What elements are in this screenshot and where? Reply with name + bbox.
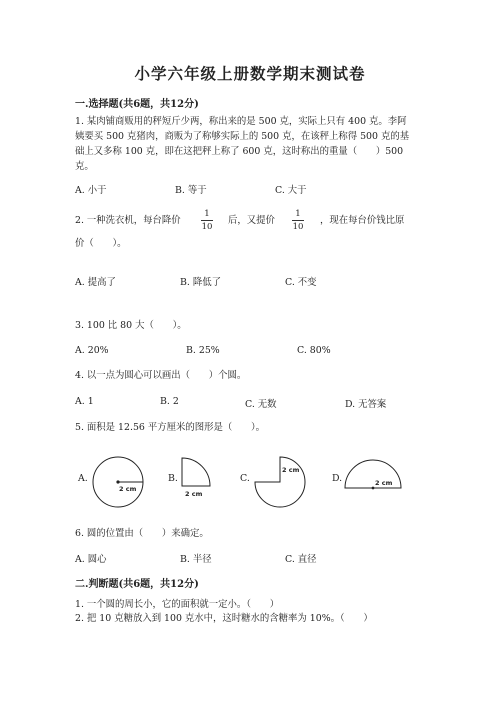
q3-option-b: B. 25% <box>186 345 220 356</box>
section-heading-judgment: 二.判断题(共6题，共12分) <box>75 579 199 590</box>
figure-a-circle <box>90 454 146 510</box>
q4-option-c: C. 无数 <box>245 399 277 410</box>
fraction-bar <box>292 220 304 221</box>
q1-option-c: C. 大于 <box>275 185 307 196</box>
q3-option-a: A. 20% <box>75 345 109 356</box>
page-title: 小学六年级上册数学期末测试卷 <box>134 64 366 83</box>
q4-option-d: D. 无答案 <box>345 399 387 410</box>
q5-text: 5. 面积是 12.56 平方厘米的图形是（ ）。 <box>75 422 266 433</box>
q1-line-4: 克。 <box>75 161 94 172</box>
section-heading-choice: 一.选择题(共6题，共12分) <box>75 99 199 110</box>
figure-b-measure: 2 cm <box>185 490 203 498</box>
q1-line-2: 姨要买 500 克猪肉，商贩为了称够实际上的 500 克，在该秤上称得 500 克的基 <box>75 131 410 142</box>
q6-option-a: A. 圆心 <box>75 554 107 565</box>
q2-option-c: C. 不变 <box>285 277 317 288</box>
figure-a-letter: A. <box>78 473 88 484</box>
q2-fraction-2 <box>291 209 305 232</box>
q3-option-c: C. 80% <box>297 345 331 356</box>
q2-option-b: B. 降低了 <box>180 277 221 288</box>
q2-text-part-1: 2. 一种洗衣机，每台降价 <box>75 215 181 226</box>
q1-option-b: B. 等于 <box>175 185 207 196</box>
figure-d-measure: 2 cm <box>375 479 393 487</box>
q6-option-b: B. 半径 <box>180 554 212 565</box>
q6-option-c: C. 直径 <box>285 554 317 565</box>
fraction-denominator: 10 <box>201 222 213 232</box>
figure-a-measure: 2 cm <box>119 485 137 493</box>
q4-option-a: A. 1 <box>75 396 94 407</box>
judgment-1-text: 1. 一个圆的周长小，它的面积就一定小。（ ） <box>75 599 280 610</box>
q1-option-a: A. 小于 <box>75 185 107 196</box>
q3-text: 3. 100 比 80 大（ ）。 <box>75 320 187 331</box>
q1-line-3: 础上又多称 100 克，即在这把秤上称了 600 克，这时称出的重量（ ）500 <box>75 146 404 157</box>
figure-c-letter: C. <box>240 473 250 484</box>
q2-fraction-1 <box>200 209 214 232</box>
q4-text: 4. 以一点为圆心可以画出（ ）个圆。 <box>75 370 247 381</box>
fraction-bar <box>201 220 213 221</box>
q6-text: 6. 圆的位置由（ ）来确定。 <box>75 528 209 539</box>
figure-b-quarter-circle <box>178 456 220 500</box>
judgment-2-text: 2. 把 10 克糖放入到 100 克水中，这时糖水的含糖率为 10%。（ ） <box>75 613 373 624</box>
q4-option-b: B. 2 <box>160 396 179 407</box>
figure-d-semicircle <box>342 456 404 492</box>
fraction-denominator: 10 <box>292 222 304 232</box>
q1-line-1: 1. 某肉铺商贩用的秤短斤少两，称出来的是 500 克，实际上只有 400 克。李阿 <box>75 116 407 127</box>
figure-c-measure: 2 cm <box>282 466 300 474</box>
q2-text-part-3: ，现在每台价钱比原 <box>320 215 405 226</box>
figure-c-three-quarter-circle <box>252 454 308 510</box>
fraction-numerator: 1 <box>295 209 301 219</box>
q2-text-part-2: 后，又提价 <box>228 215 275 226</box>
figure-b-letter: B. <box>168 473 178 484</box>
figure-d-letter: D. <box>332 473 343 484</box>
q2-option-a: A. 提高了 <box>75 277 116 288</box>
fraction-numerator: 1 <box>204 209 210 219</box>
q2-line-2: 价（ ）。 <box>75 238 127 249</box>
